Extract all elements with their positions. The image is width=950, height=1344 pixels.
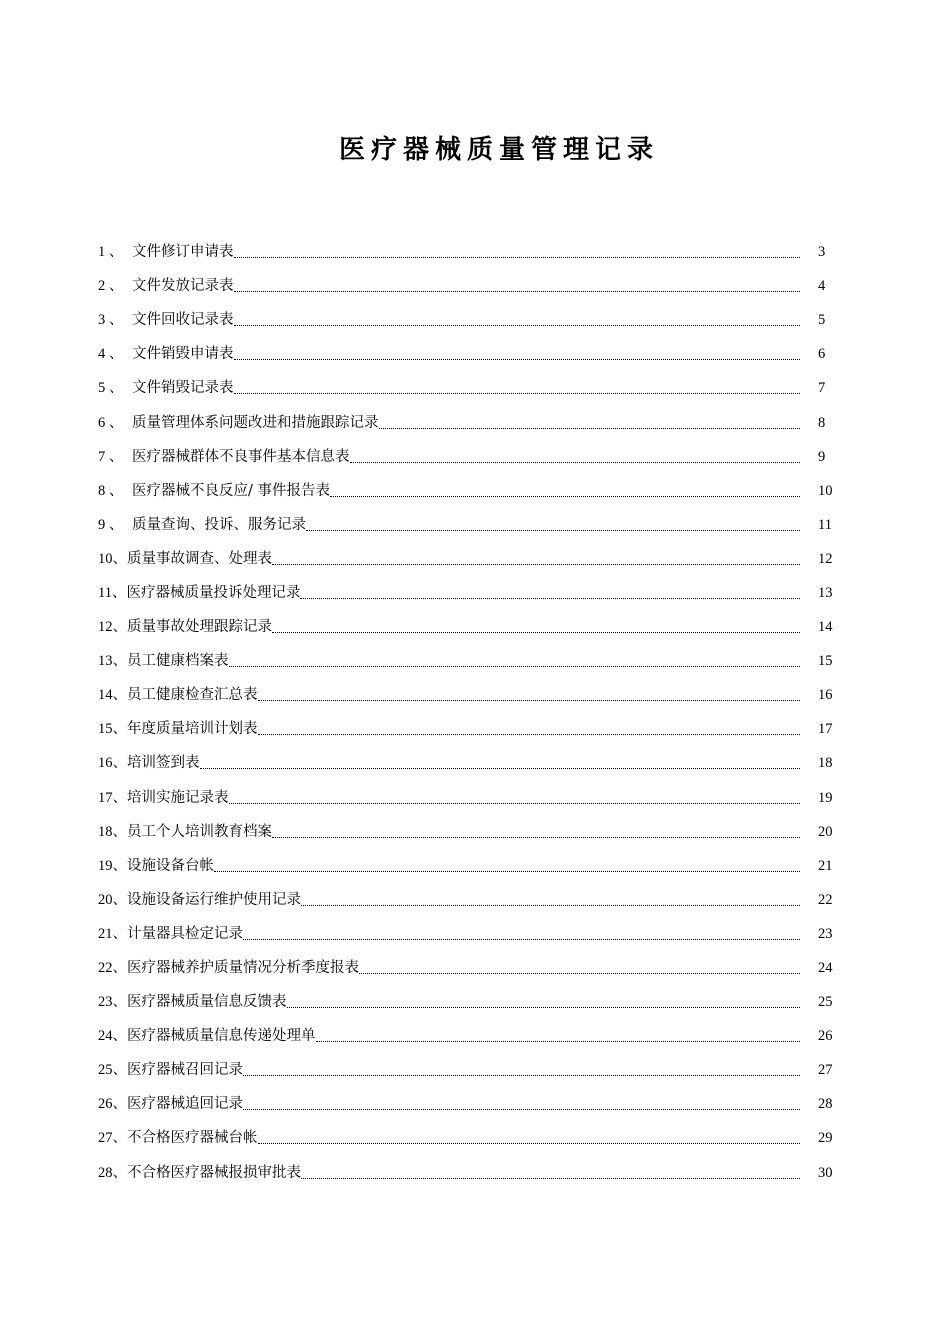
toc-entry-label: 医疗器械追回记录 [127, 1096, 243, 1113]
toc-entry-label: 医疗器械群体不良事件基本信息表 [132, 448, 350, 465]
toc-entry-page-number: 13 [818, 584, 833, 601]
toc-entry[interactable] [98, 678, 854, 712]
toc-entry-number: 27、 [98, 1130, 127, 1147]
toc-entry-label: 质量事故调查、处理表 [127, 550, 272, 567]
toc-entry[interactable] [98, 235, 854, 269]
toc-entry-page-number: 17 [818, 721, 833, 738]
toc-entry-page-number: 11 [818, 516, 832, 533]
toc-entry-label: 文件发放记录表 [132, 278, 234, 295]
toc-entry-label: 不合格医疗器械台帐 [127, 1130, 258, 1147]
toc-entry-number: 16、 [98, 755, 127, 772]
toc-entry-label: 医疗器械召回记录 [127, 1062, 243, 1079]
toc-dot-leader [272, 815, 800, 849]
toc-entry-number: 2 、 [98, 278, 124, 295]
toc-entry-page-number: 21 [818, 857, 833, 874]
toc-entry-page-number: 24 [818, 960, 833, 977]
toc-entry[interactable] [98, 985, 854, 1019]
toc-entry-label: 质量管理体系问题改进和措施跟踪记录 [132, 414, 379, 431]
toc-entry-page-number: 3 [818, 244, 826, 261]
toc-entry-label: 计量器具检定记录 [127, 925, 243, 942]
toc-entry[interactable] [98, 883, 854, 917]
toc-entry-label: 年度质量培训计划表 [127, 721, 258, 738]
toc-entry-page-number: 27 [818, 1062, 833, 1079]
toc-entry-number: 14、 [98, 687, 127, 704]
toc-entry[interactable] [98, 269, 854, 303]
toc-entry-page-number: 28 [818, 1096, 833, 1113]
toc-entry-label: 员工健康检查汇总表 [127, 687, 258, 704]
toc-entry-page-number: 26 [818, 1028, 833, 1045]
toc-dot-leader [258, 678, 801, 712]
toc-entry-page-number: 22 [818, 891, 833, 908]
toc-entry-page-number: 8 [818, 414, 826, 431]
toc-entry-page-number: 29 [818, 1130, 833, 1147]
toc-dot-leader [316, 1019, 801, 1053]
toc-dot-leader [301, 1156, 800, 1190]
toc-entry-page-number: 15 [818, 653, 833, 670]
toc-entry-number: 1 、 [98, 244, 124, 261]
page-title: 医疗器械质量管理记录 [338, 135, 659, 165]
toc-entry[interactable] [98, 576, 854, 610]
toc-entry[interactable] [98, 1053, 854, 1087]
toc-dot-leader [243, 917, 800, 951]
toc-entry-label: 文件销毁申请表 [132, 346, 234, 363]
toc-dot-leader [272, 542, 800, 576]
toc-entry-label: 培训签到表 [127, 755, 200, 772]
toc-entry[interactable] [98, 1019, 854, 1053]
toc-entry-number: 28、 [98, 1164, 127, 1181]
toc-entry-page-number: 12 [818, 550, 833, 567]
toc-entry[interactable] [98, 337, 854, 371]
toc-dot-leader [272, 610, 800, 644]
toc-entry-label: 设施设备台帐 [127, 857, 214, 874]
toc-entry[interactable] [98, 610, 854, 644]
toc-dot-leader [300, 576, 800, 610]
toc-entry-number: 10、 [98, 550, 127, 567]
toc-entry[interactable] [98, 712, 854, 746]
toc-entry-number: 7 、 [98, 448, 124, 465]
toc-entry-label: 文件销毁记录表 [132, 380, 234, 397]
toc-entry[interactable] [98, 440, 854, 474]
toc-entry-number: 17、 [98, 789, 127, 806]
toc-entry-number: 11、 [98, 584, 127, 601]
toc-dot-leader [379, 406, 801, 440]
toc-entry-page-number: 9 [818, 448, 826, 465]
toc-dot-leader [258, 712, 801, 746]
toc-entry[interactable] [98, 917, 854, 951]
toc-entry-page-number: 19 [818, 789, 833, 806]
toc-entry-page-number: 25 [818, 994, 833, 1011]
toc-entry-number: 21、 [98, 925, 127, 942]
toc-entry-number: 25、 [98, 1062, 127, 1079]
toc-entry-label: 医疗器械质量投诉处理记录 [126, 584, 301, 601]
toc-entry[interactable] [98, 303, 854, 337]
toc-entry-page-number: 20 [818, 823, 833, 840]
toc-dot-leader [306, 508, 800, 542]
toc-entry-number: 18、 [98, 823, 127, 840]
toc-entry-number: 23、 [98, 994, 127, 1011]
toc-entry[interactable] [98, 951, 854, 985]
toc-entry-number: 15、 [98, 721, 127, 738]
toc-entry[interactable] [98, 474, 854, 508]
toc-entry-label: 培训实施记录表 [127, 789, 229, 806]
toc-entry-number: 5 、 [98, 380, 124, 397]
toc-entry[interactable] [98, 815, 854, 849]
toc-entry[interactable] [98, 542, 854, 576]
toc-dot-leader [200, 746, 801, 780]
toc-entry-label: 质量查询、投诉、服务记录 [132, 516, 306, 533]
toc-dot-leader [350, 440, 801, 474]
toc-entry[interactable] [98, 508, 854, 542]
toc-dot-leader [287, 985, 801, 1019]
toc-entry-page-number: 18 [818, 755, 833, 772]
toc-entry[interactable] [98, 746, 854, 780]
toc-entry-number: 8 、 [98, 482, 124, 499]
toc-entry-label: 医疗器械不良反应/ 事件报告表 [132, 482, 330, 499]
toc-dot-leader [234, 269, 801, 303]
toc-entry-page-number: 16 [818, 687, 833, 704]
toc-entry[interactable] [98, 849, 854, 883]
toc-entry-number: 24、 [98, 1028, 127, 1045]
toc-dot-leader [229, 781, 801, 815]
toc-entry-label: 文件回收记录表 [132, 312, 234, 329]
toc-entry-label: 员工健康档案表 [127, 653, 229, 670]
toc-entry-label: 员工个人培训教育档案 [127, 823, 272, 840]
toc-dot-leader [330, 474, 800, 508]
toc-entry[interactable] [98, 644, 854, 678]
toc-entry-number: 6 、 [98, 414, 124, 431]
toc-entry-page-number: 4 [818, 278, 826, 295]
toc-entry-number: 12、 [98, 619, 127, 636]
toc-entry-label: 医疗器械质量信息反馈表 [127, 994, 287, 1011]
toc-dot-leader [243, 1087, 800, 1121]
toc-entry-number: 20、 [98, 891, 127, 908]
toc-entry-number: 26、 [98, 1096, 127, 1113]
toc-entry-page-number: 10 [818, 482, 833, 499]
toc-dot-leader [214, 849, 800, 883]
toc-entry-label: 医疗器械养护质量情况分析季度报表 [127, 960, 359, 977]
toc-entry-number: 19、 [98, 857, 127, 874]
toc-dot-leader [229, 644, 801, 678]
toc-entry[interactable] [98, 1087, 854, 1121]
toc-entry-page-number: 30 [818, 1164, 833, 1181]
toc-entry-number: 4 、 [98, 346, 124, 363]
toc-entry-label: 不合格医疗器械报损审批表 [127, 1164, 301, 1181]
toc-entry[interactable] [98, 781, 854, 815]
toc-dot-leader [301, 883, 800, 917]
toc-entry-number: 3 、 [98, 312, 124, 329]
toc-dot-leader [234, 235, 801, 269]
toc-entry-label: 文件修订申请表 [132, 244, 234, 261]
toc-entry-number: 13、 [98, 653, 127, 670]
toc-dot-leader [243, 1053, 800, 1087]
toc-entry-page-number: 14 [818, 619, 833, 636]
toc-entry[interactable] [98, 371, 854, 405]
toc-dot-leader [234, 337, 801, 371]
toc-entry-page-number: 7 [818, 380, 826, 397]
toc-dot-leader [234, 371, 801, 405]
toc-dot-leader [258, 1121, 801, 1155]
toc-entry-label: 质量事故处理跟踪记录 [127, 619, 272, 636]
toc-entry-label: 医疗器械质量信息传递处理单 [127, 1028, 316, 1045]
toc-entry[interactable] [98, 405, 854, 439]
toc-entry-number: 9 、 [98, 516, 124, 533]
toc-dot-leader [359, 951, 800, 985]
toc-entry-page-number: 23 [818, 925, 833, 942]
toc-entry-number: 22、 [98, 960, 127, 977]
toc-entry-label: 设施设备运行维护使用记录 [127, 891, 301, 908]
toc-entry[interactable] [98, 1156, 854, 1190]
toc-entry-page-number: 6 [818, 346, 826, 363]
toc-dot-leader [234, 303, 801, 337]
toc-entry-page-number: 5 [818, 312, 826, 329]
table-of-contents [98, 235, 854, 1190]
toc-entry[interactable] [98, 1121, 854, 1155]
